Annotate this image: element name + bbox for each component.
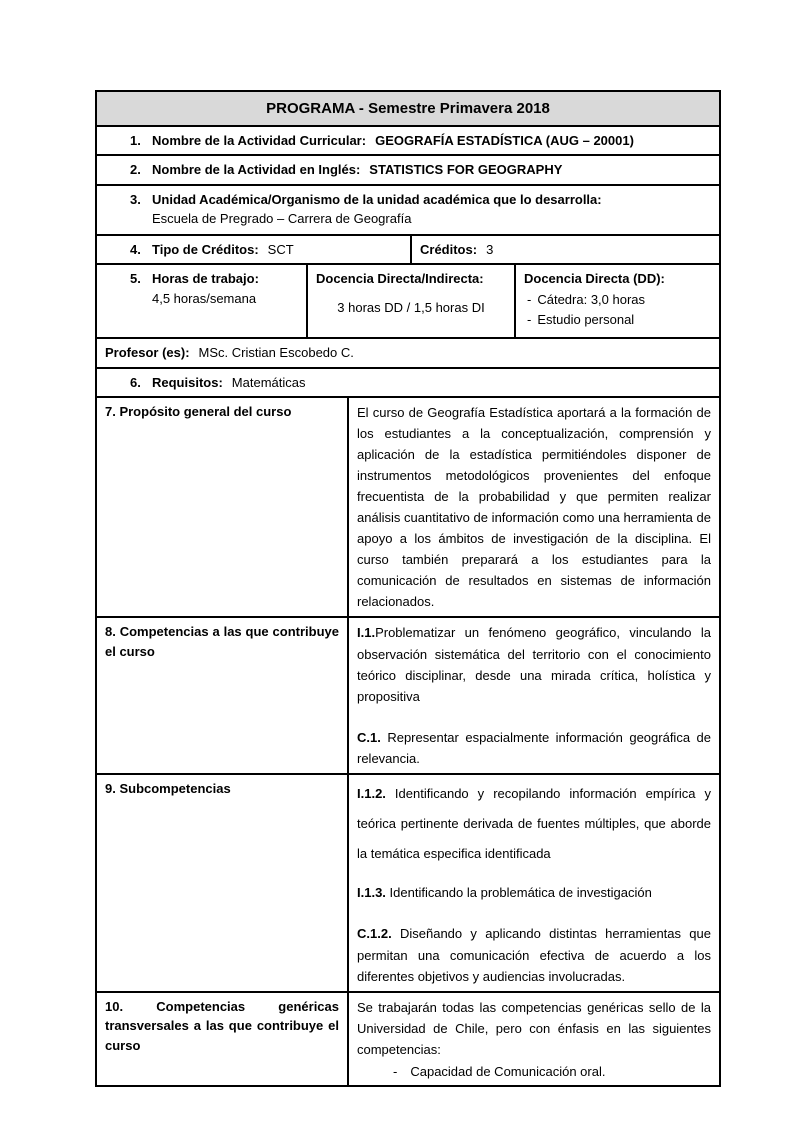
work-hours-label-line xyxy=(105,269,298,289)
credit-type-cell xyxy=(97,236,410,264)
field-label: Requisitos: xyxy=(152,374,223,390)
field-value: 3 xyxy=(486,241,494,257)
subcompetencies-cell xyxy=(347,775,719,991)
list-item xyxy=(527,310,711,330)
field-value: SCT xyxy=(267,241,294,257)
academic-unit-cell xyxy=(97,186,719,234)
program-table xyxy=(95,90,721,1087)
competency-code: I.1. xyxy=(357,625,376,641)
competency-code: C.1. xyxy=(357,729,381,745)
row-number: 3. xyxy=(130,191,141,207)
row-generic-competencies xyxy=(97,991,719,1086)
header-row xyxy=(97,92,719,125)
field-label: Nombre de la Actividad en Inglés: xyxy=(152,162,361,177)
list-item xyxy=(527,290,711,310)
course-purpose-cell xyxy=(347,398,719,616)
competency-paragraph xyxy=(357,727,711,769)
competencies-cell xyxy=(347,618,719,772)
requirements-cell xyxy=(97,369,719,397)
work-hours-cell xyxy=(97,265,306,337)
row-number: 2. xyxy=(130,162,141,177)
section-label: 10. Competencias genéricas transversales a las que contribuye el curso xyxy=(105,998,339,1053)
row-academic-unit xyxy=(97,184,719,234)
activity-english-cell xyxy=(97,156,719,184)
row-competencies xyxy=(97,616,719,772)
competency-text: Representar espacialmente información geográfica de relevancia. xyxy=(357,729,711,766)
field-value: MSc. Cristian Escobedo C. xyxy=(198,345,354,360)
row-number: 5. xyxy=(130,271,141,286)
section-label: 9. Subcompetencias xyxy=(105,780,231,796)
competency-text: Problematizar un fenómeno geográfico, vinculando la observación sistemática del territorio con el conocimiento teórico disciplinar, desde una mirada crítica, holística y propositiva xyxy=(357,625,711,704)
row-activity-name-english xyxy=(97,154,719,184)
field-value: STATISTICS FOR GEOGRAPHY xyxy=(369,162,563,177)
course-purpose-text: El curso de Geografía Estadística aportará a la formación de los estudiantes a la conceptualización, comprensión y aplicación de la estadística permitiéndoles disponer de instrumentos metodológicos provenientes del enfoque frecuentista de la probabilidad y que permiten realizar análisis cuantitativo de información como una herramienta de apoyo a los ámbitos de investigación de la disciplina. El curso también preparará a los estudiantes para la comunicación de resultados en sistemas de información relacionados. xyxy=(357,405,711,610)
competency-paragraph xyxy=(357,622,711,706)
row-professor xyxy=(97,337,719,367)
field-label: Unidad Académica/Organismo de la unidad académica que lo desarrolla: xyxy=(152,191,602,207)
field-label: Nombre de la Actividad Curricular: xyxy=(152,132,367,148)
subcompetency-paragraph xyxy=(357,923,711,986)
bullet-dash: - xyxy=(393,1063,398,1079)
field-label: Profesor (es): xyxy=(105,345,190,360)
section-label: 8. Competencias a las que contribuye el curso xyxy=(105,624,339,659)
field-value: 4,5 horas/semana xyxy=(152,290,257,306)
row-number: 1. xyxy=(130,132,141,148)
academic-unit-label-line xyxy=(105,190,711,210)
row-subcompetencies xyxy=(97,773,719,991)
list-item-text: Cátedra: 3,0 horas xyxy=(537,291,646,307)
subcompetency-code: I.1.3. xyxy=(357,885,386,901)
teaching-direct-cell xyxy=(514,265,719,337)
row-number: 6. xyxy=(130,374,141,390)
row-work-hours xyxy=(97,263,719,337)
section-label: 7. Propósito general del curso xyxy=(105,404,292,419)
generic-competencies-cell xyxy=(347,993,719,1086)
subcompetency-paragraph xyxy=(357,882,711,903)
field-value: 3 horas DD / 1,5 horas DI xyxy=(337,299,485,315)
row-course-purpose xyxy=(97,396,719,616)
subcompetency-code: I.1.2. xyxy=(357,785,386,801)
field-value: Escuela de Pregrado – Carrera de Geografía xyxy=(152,211,412,226)
row-credits xyxy=(97,234,719,264)
activity-name-cell xyxy=(97,127,719,155)
bullet-item xyxy=(393,1062,711,1082)
subcompetency-text: Identificando la problemática de investigación xyxy=(385,885,652,901)
row-activity-name xyxy=(97,125,719,155)
field-label: Tipo de Créditos: xyxy=(152,241,259,257)
field-label: Docencia Directa/Indirecta: xyxy=(316,271,484,286)
credit-count-cell xyxy=(410,236,719,264)
teaching-direct-indirect-cell xyxy=(306,265,514,337)
field-label: Docencia Directa (DD): xyxy=(524,271,665,286)
subcompetency-paragraph xyxy=(357,779,711,869)
field-label: Créditos: xyxy=(420,241,478,257)
bullet-text: Capacidad de Comunicación oral. xyxy=(410,1063,606,1079)
generic-competencies-text: Se trabajarán todas las competencias genéricas sello de la Universidad de Chile, pero con énfasis en las siguientes competencias: xyxy=(357,999,711,1057)
list-dash: - xyxy=(527,291,532,307)
list-item-text: Estudio personal xyxy=(537,312,635,327)
field-value: Matemáticas xyxy=(231,374,306,390)
field-label: Horas de trabajo: xyxy=(152,271,259,286)
subcompetency-code: C.1.2. xyxy=(357,926,392,942)
subcompetency-text: Identificando y recopilando información empírica y teórica pertinente derivada de fuentes múltiples, que aborde la temática especifica identificada xyxy=(357,785,711,861)
row-requirements xyxy=(97,367,719,397)
subcompetency-text: Diseñando y aplicando distintas herramientas que permitan una comunicación efectiva de acuerdo a los diferentes objetivos y audiencias involucradas. xyxy=(357,926,711,984)
list-dash: - xyxy=(527,312,532,327)
page-title: PROGRAMA - Semestre Primavera 2018 xyxy=(266,100,550,117)
row-number: 4. xyxy=(130,241,141,257)
professor-cell xyxy=(97,339,719,367)
field-value: GEOGRAFÍA ESTADÍSTICA (AUG – 20001) xyxy=(375,132,634,148)
